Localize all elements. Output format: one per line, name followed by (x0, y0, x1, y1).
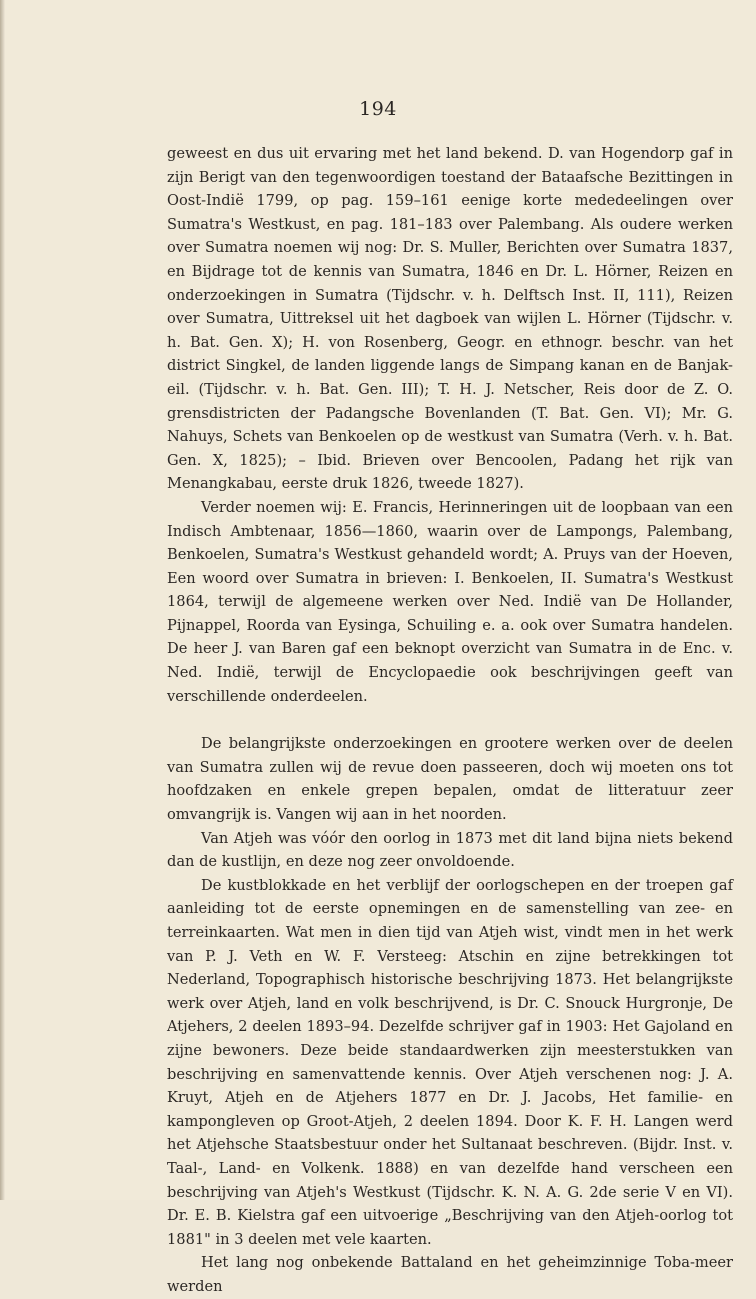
page-number: 194 (359, 98, 397, 120)
paragraph-5: De kustblokkade en het verblijf der oorlogschepen en der troepen gaf aanleiding tot de eerste opnemingen en de samenstelling van zee- en terreinkaarten. Wat men in dien tijd van Atjeh wist, vindt men in het werk van P. J. Veth en W. F. Versteeg: Atschin en zijne betrekkingen tot Nederland, Topographisch historische beschrijving 1873. Het belangrijkste werk over Atjeh, land en volk beschrijvend, is Dr. C. Snouck Hurgronje, De Atjehers, 2 deelen 1893–94. Dezelfde schrijver gaf in 1903: Het Gajoland en zijne bewoners. Deze beide standaardwerken zijn meesterstukken van beschrijving en samenvattende kennis. Over Atjeh verschenen nog: J. A. Kruyt, Atjeh en de Atjehers 1877 en Dr. J. Jacobs, Het familie- en kampongleven op Groot-Atjeh, 2 deelen 1894. Door K. F. H. Langen werd het Atjehsche Staatsbestuur onder het Sultanaat beschreven. (Bijdr. Inst. v. Taal-, Land- en Volkenk. 1888) en van dezelfde hand verscheen een beschrijving van Atjeh's Westkust (Tijdschr. K. N. A. G. 2de serie V en VI). Dr. E. B. Kielstra gaf een uitvoerige „Beschrijving van den Atjeh-oorlog tot 1881" in 3 deelen met vele kaarten. (167, 876, 733, 1248)
paragraph-1: geweest en dus uit ervaring met het land bekend. D. van Hogendorp gaf in zijn Berigt van den tegenwoordigen toestand der Bataafsche Bezittingen in Oost-Indië 1799, op pag. 159–161 eenige korte mededeelingen over Sumatra's Westkust, en pag. 181–183 over Palembang. Als oudere werken over Sumatra noemen wij nog: Dr. S. Muller, Berichten over Sumatra 1837, en Bijdrage tot de kennis van Sumatra, 1846 en Dr. L. Hörner, Reizen en onderzoekingen in Sumatra (Tijdschr. v. h. Delftsch Inst. II, 111), Reizen over Sumatra, Uittreksel uit het dagboek van wijlen L. Hörner (Tijdschr. v. h. Bat. Gen. X); H. von Rosenberg, Geogr. en ethnogr. beschr. van het district Singkel, de landen liggende langs de Simpang kanan en de Banjak-eil. (Tijdschr. v. h. Bat. Gen. III); T. H. J. Netscher, Reis door de Z. O. grensdistricten der Padangsche Bovenlanden (T. Bat. Gen. VI); Mr. G. Nahuys, Schets van Benkoelen op de westkust van Sumatra (Verh. v. h. Bat. Gen. X, 1825); – Ibid. Brieven over Bencoolen, Padang het rijk van Menangkabau, eerste druk 1826, tweede 1827). (167, 145, 733, 493)
paragraph-4: Van Atjeh was vóór den oorlog in 1873 met dit land bijna niets bekend dan de kustlijn, en deze nog zeer onvoldoende. (167, 829, 733, 871)
paragraph-6: Het lang nog onbekende Battaland en het geheimzinnige Toba-meer werden (167, 1254, 733, 1295)
paragraph-3: De belangrijkste onderzoekingen en grootere werken over de deelen van Sumatra zullen wij de revue doen passeeren, doch wij moeten ons tot hoofdzaken en enkele grepen bepalen, omdat de litteratuur zeer omvangrijk is. Vangen wij aan in het noorden. (167, 735, 733, 824)
paragraph-2: Verder noemen wij: E. Francis, Herinneringen uit de loopbaan van een Indisch Ambtenaar, 1856—1860, waarin over de Lampongs, Palembang, Benkoelen, Sumatra's Westkust gehandeld wordt; A. Pruys van der Hoeven, Een woord over Sumatra in brieven: I. Benkoelen, II. Sumatra's Westkust 1864, terwijl de algemeene werken over Ned. Indië van De Hollander, Pijnappel, Roorda van Eysinga, Schuiling e. a. ook over Sumatra handelen. De heer J. van Baren gaf een beknopt overzicht van Sumatra in de Enc. v. Ned. Indië, terwijl de Encyclopaedie ook beschrijvingen geeft van verschillende onderdeelen. (167, 498, 733, 705)
body-text (167, 142, 733, 1299)
